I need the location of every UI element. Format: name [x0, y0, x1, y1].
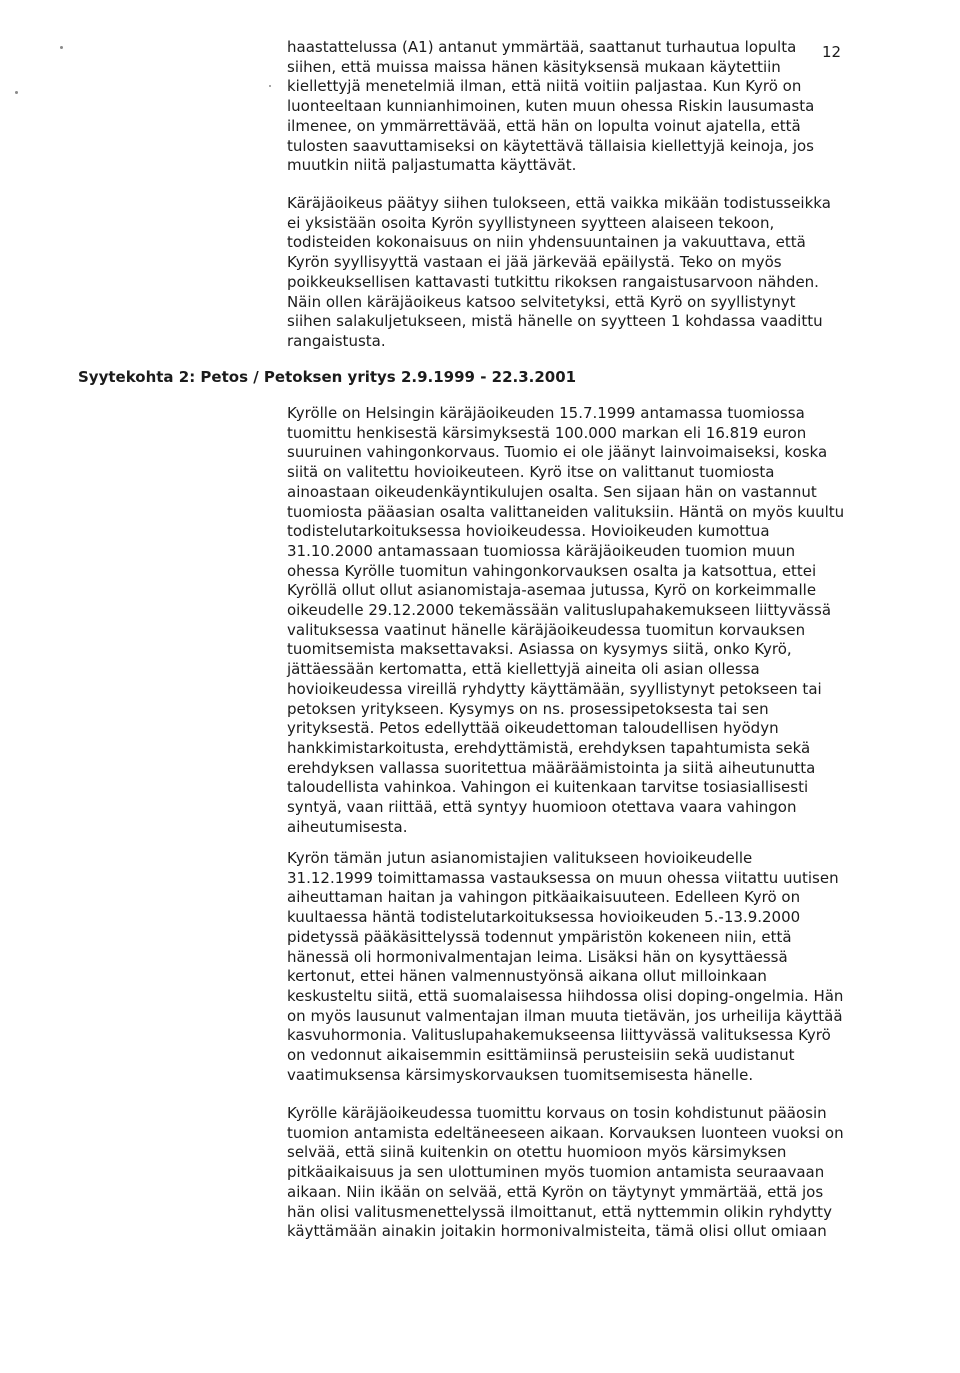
- text-line: luonteeltaan kunnianhimoinen, kuten muun ohessa Riskin lausumasta: [287, 97, 815, 116]
- text-line: tuomitsemista maksettavaksi. Asiassa on kysymys siitä, onko Kyrö,: [287, 640, 792, 659]
- text-line: kiellettyjä menetelmiä ilman, että niitä voitiin paljastaa. Kun Kyrö on: [287, 77, 802, 96]
- text-line: selvää, että siinä kuitenkin on otettu huomioon myös kärsimyksen: [287, 1143, 787, 1162]
- scan-speck: [269, 85, 271, 87]
- text-line: Näin ollen käräjäoikeus katsoo selvitetyksi, että Kyrö on syyllistynyt: [287, 292, 796, 311]
- text-line: Käräjäoikeus päätyy siihen tulokseen, että vaikka mikään todistusseikka: [287, 194, 831, 212]
- paragraph-1: [287, 38, 814, 176]
- text-line: ainoastaan oikeudenkäyntikulujen osalta. Sen sijaan hän on vastannut: [287, 482, 817, 501]
- scan-speck: [60, 46, 63, 49]
- text-line: suuruinen vahingonkorvaus. Tuomio ei ole jäänyt lainvoimaiseksi, koska: [287, 443, 828, 462]
- scan-speck: [15, 91, 18, 94]
- text-line: rangaistusta.: [287, 331, 386, 350]
- text-line: erehdyksen vallassa suoritettua määräämistointa ja siitä aiheutunutta: [287, 758, 816, 777]
- text-line: tulosten saavuttamiseksi on käytettävä tällaisia kiellettyjä keinoja, jos: [287, 136, 814, 155]
- text-line: 31.12.1999 toimittamassa vastauksessa on muun ohessa viitattu uutisen: [287, 868, 839, 887]
- text-line: petoksen yritykseen. Kysymys on ns. prosessipetoksesta tai sen: [287, 699, 769, 718]
- text-line: hovioikeudessa vireillä ryhdytty käyttämään, syyllistynyt petokseen tai: [287, 679, 822, 698]
- text-line: Kyrön syyllisyyttä vastaan ei jää järkevää epäilystä. Teko on myös: [287, 253, 782, 272]
- text-line: Kyröllä ollut ollut asianomistaja-asemaa jutussa, Kyrö on korkeimmalle: [287, 581, 817, 600]
- text-line: todisteiden kokonaisuus on niin yhdensuuntainen ja vakuuttava, että: [287, 233, 806, 252]
- text-line: siihen salakuljetukseen, mistä hänelle on syytteen 1 kohdassa vaadittu: [287, 312, 823, 331]
- paragraph-4: [287, 849, 843, 1085]
- text-line: kertonut, ettei hänen valmennustyönsä aikana ollut milloinkaan: [287, 967, 767, 986]
- text-line: 31.10.2000 antamassaan tuomiossa käräjäoikeuden tuomion muun: [287, 541, 796, 560]
- text-line: jättäessään kertomatta, että kiellettyjä aineita oli asian ollessa: [287, 660, 760, 679]
- text-line: käyttämään ainakin joitakin hormonivalmisteita, tämä olisi ollut omiaan: [287, 1222, 827, 1241]
- text-line: hänessä oli hormonivalmentajan leima. Lisäksi hän on kysyttäessä: [287, 947, 788, 966]
- text-line: ilmenee, on ymmärrettävää, että hän on lopulta voinut ajatella, että: [287, 116, 801, 135]
- text-line: hän olisi valitusmenettelyssä ilmoittanut, että nyttemmin olikin ryhdytty: [287, 1202, 832, 1221]
- text-line: muutkin niitä paljastumatta käyttävät.: [287, 156, 577, 175]
- text-line: aikaan. Niin ikään on selvää, että Kyrön on täytynyt ymmärtää, että jos: [287, 1182, 824, 1201]
- text-line: tuomion antamista edeltäneeseen aikaan. Korvauksen luonteen vuoksi on: [287, 1123, 844, 1142]
- text-line: yrityksestä. Petos edellyttää oikeudettoman taloudellisen hyödyn: [287, 719, 779, 738]
- text-line: tuomittu henkisestä kärsimyksestä 100.000 markan eli 16.819 euron: [287, 423, 807, 442]
- text-line: Kyrölle on Helsingin käräjäoikeuden 15.7.1999 antamassa tuomiossa: [287, 404, 805, 422]
- text-line: Kyrölle käräjäoikeudessa tuomittu korvaus on tosin kohdistunut pääosin: [287, 1104, 827, 1122]
- paragraph-5: [287, 1104, 844, 1242]
- page-number: 12: [822, 43, 842, 61]
- text-line: vaatimuksensa kärsimyskorvauksen tuomitsemisesta hänelle.: [287, 1065, 754, 1084]
- text-line: pitkäaikaisuus ja sen ulottuminen myös tuomion antamista seuraavaan: [287, 1163, 825, 1182]
- text-line: syntyä, vaan riittää, että syntyy huomioon otettava vaara vahingon: [287, 798, 797, 817]
- text-line: valituksessa vaatinut hänelle käräjäoikeudessa tuomitun korvauksen: [287, 620, 806, 639]
- text-line: tuomiosta pääasian osalta valittaneiden valituksiin. Häntä on myös kuultu: [287, 502, 845, 521]
- text-line: haastattelussa (A1) antanut ymmärtää, saattanut turhautua lopulta: [287, 38, 797, 56]
- text-line: ei yksistään osoita Kyrön syyllistyneen syytteen alaiseen tekoon,: [287, 213, 775, 232]
- text-line: poikkeuksellisen kattavasti tutkittu rikoksen rangaistusarvoon nähden.: [287, 272, 819, 291]
- text-line: on vedonnut aikaisemmin esittämiinsä perusteisiin sekä uudistanut: [287, 1046, 795, 1065]
- section-heading: Syytekohta 2: Petos / Petoksen yritys 2.9.1999 - 22.3.2001: [78, 368, 577, 386]
- text-line: kasvuhormonia. Valituslupahakemukseensa liittyvässä valituksessa Kyrö: [287, 1026, 831, 1045]
- text-line: todistelutarkoituksessa hovioikeudessa. Hovioikeuden kumottua: [287, 522, 770, 541]
- text-line: siihen, että muissa maissa hänen käsityksensä mukaan käytettiin: [287, 57, 781, 76]
- text-line: kuultaessa häntä todistelutarkoituksessa hovioikeuden 5.-13.9.2000: [287, 908, 801, 927]
- text-line: keskusteltu siitä, että suomalaisessa hiihdossa olisi doping-ongelmia. Hän: [287, 986, 844, 1005]
- paragraph-2: [287, 194, 831, 352]
- text-line: taloudellista vahinkoa. Vahingon ei kuitenkaan tarvitse tosiasiallisesti: [287, 778, 809, 797]
- text-line: siitä on valitettu hovioikeuteen. Kyrö itse on valittanut tuomiosta: [287, 463, 775, 482]
- text-line: Kyrön tämän jutun asianomistajien valitukseen hovioikeudelle: [287, 849, 753, 867]
- text-line: pidetyssä pääkäsittelyssä todennut ympäristön kokeneen niin, että: [287, 927, 792, 946]
- text-line: aiheutumisesta.: [287, 817, 408, 836]
- text-line: hankkimistarkoitusta, erehdyttämistä, erehdyksen tapahtumista sekä: [287, 738, 811, 757]
- text-line: ohessa Kyrölle tuomitun vahingonkorvauksen osalta ja katsottua, ettei: [287, 561, 817, 580]
- text-line: on myös lausunut valmentajan ilman muuta tietävän, jos urheilija käyttää: [287, 1006, 843, 1025]
- text-line: aiheuttaman haitan ja vahingon pitkäaikaisuuteen. Edelleen Kyrö on: [287, 888, 801, 907]
- text-line: oikeudelle 29.12.2000 tekemässään valituslupahakemukseen liittyvässä: [287, 601, 832, 620]
- paragraph-3: [287, 404, 844, 837]
